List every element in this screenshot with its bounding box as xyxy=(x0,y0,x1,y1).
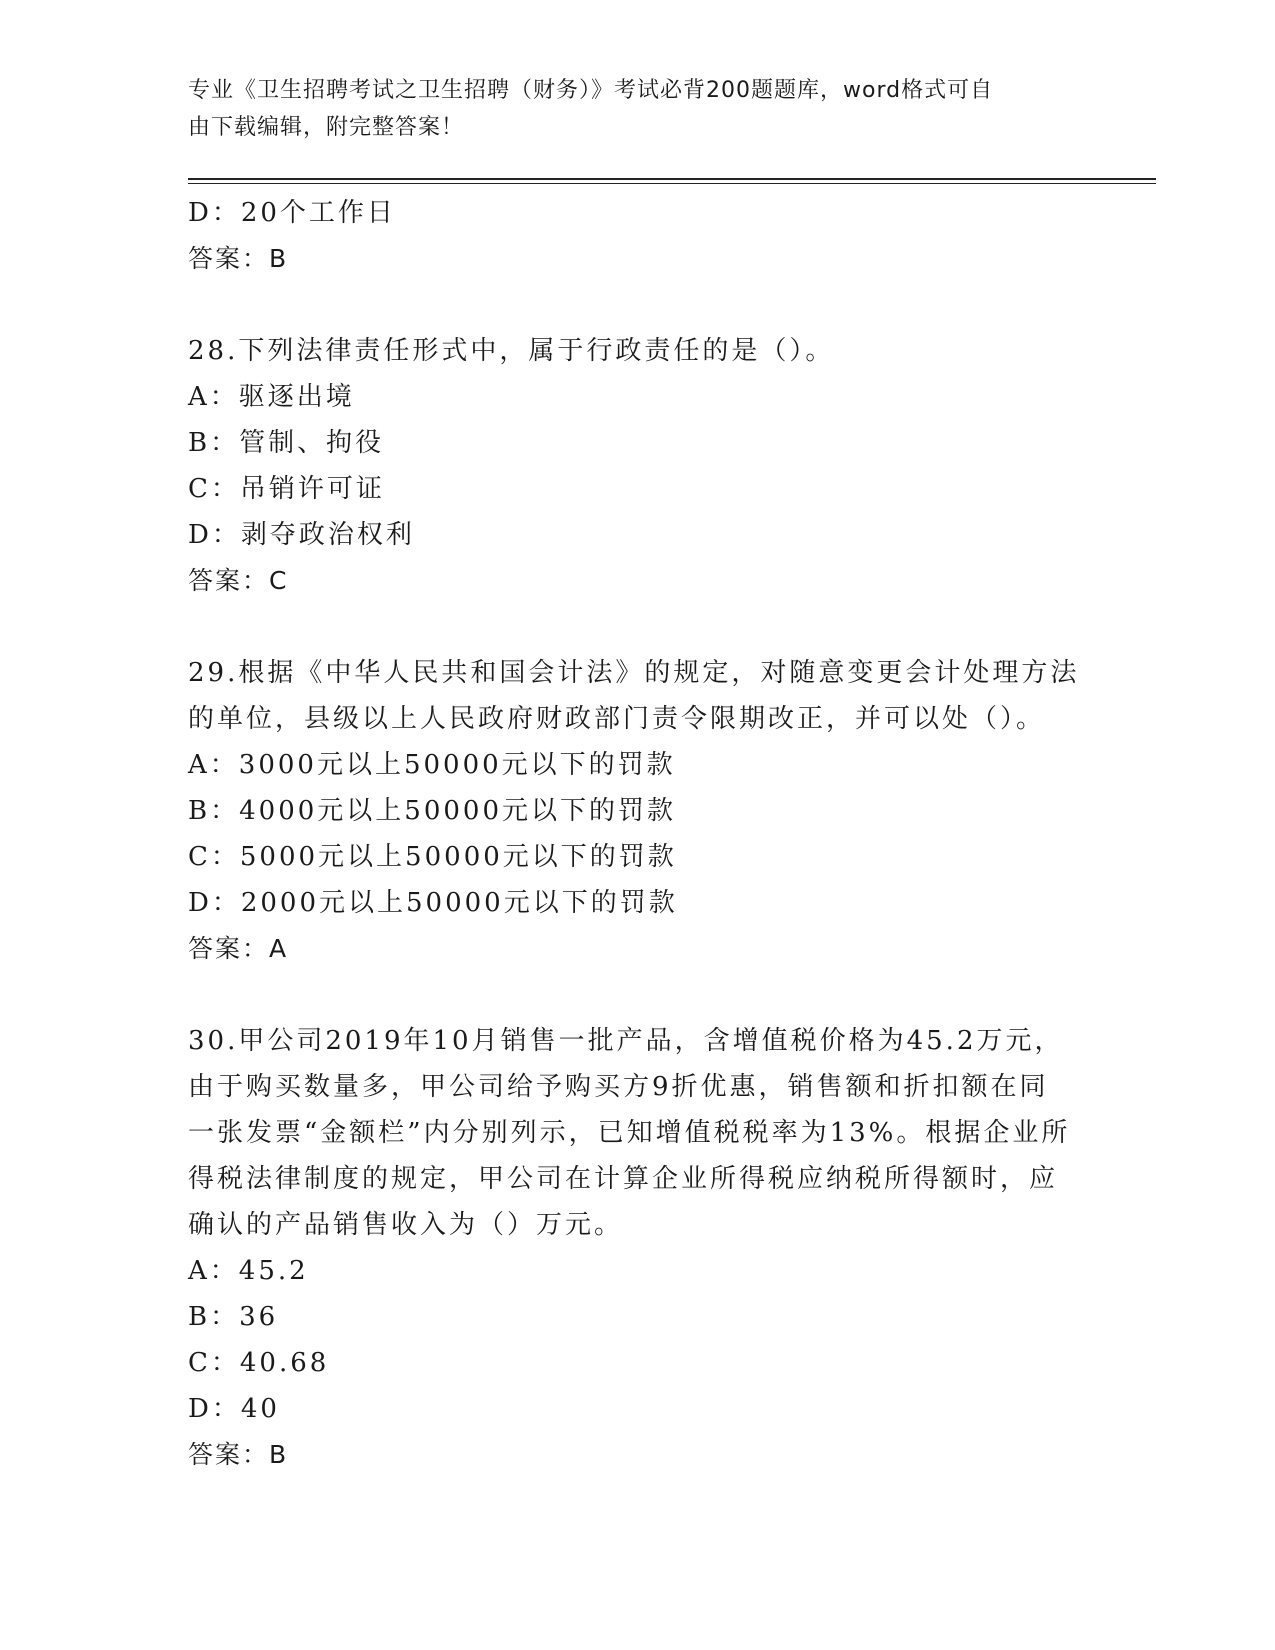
spacer xyxy=(188,972,1088,1018)
previous-question-tail xyxy=(188,190,1088,282)
question-29 xyxy=(188,650,1088,972)
option-b: B：管制、拘役 xyxy=(188,428,385,458)
document-header xyxy=(188,72,1068,146)
answer-line: 答案：A xyxy=(188,934,289,963)
option-d: D：20个工作日 xyxy=(188,198,396,228)
answer-line: 答案：C xyxy=(188,566,289,595)
answer-line: 答案：B xyxy=(188,1440,289,1469)
question-stem-line: 确认的产品销售收入为（）万元。 xyxy=(188,1210,624,1240)
option-b: B：4000元以上50000元以下的罚款 xyxy=(188,796,676,826)
option-d: D：40 xyxy=(188,1394,280,1424)
spacer xyxy=(188,604,1088,650)
option-d: D：剥夺政治权利 xyxy=(188,520,415,550)
option-c: C：吊销许可证 xyxy=(188,474,385,504)
option-c: C：40.68 xyxy=(188,1348,330,1378)
question-stem: 28.下列法律责任形式中，属于行政责任的是（）。 xyxy=(188,336,835,366)
header-divider-thin xyxy=(188,183,1156,184)
question-stem-line: 由于购买数量多，甲公司给予购买方9折优惠，销售额和折扣额在同 xyxy=(188,1072,1049,1102)
option-d: D：2000元以上50000元以下的罚款 xyxy=(188,888,678,918)
option-b: B：36 xyxy=(188,1302,279,1332)
question-stem-line: 的单位，县级以上人民政府财政部门责令限期改正，并可以处（）。 xyxy=(188,704,1046,734)
question-list xyxy=(188,190,1088,1478)
option-a: A：45.2 xyxy=(188,1256,309,1286)
question-stem-line: 29.根据《中华人民共和国会计法》的规定，对随意变更会计处理方法 xyxy=(188,658,1080,688)
answer-line: 答案：B xyxy=(188,244,289,273)
header-divider-thick xyxy=(188,178,1156,180)
question-stem-line: 30.甲公司2019年10月销售一批产品，含增值税价格为45.2万元， xyxy=(188,1026,1064,1056)
option-c: C：5000元以上50000元以下的罚款 xyxy=(188,842,677,872)
option-a: A：3000元以上50000元以下的罚款 xyxy=(188,750,676,780)
question-stem-line: 得税法律制度的规定，甲公司在计算企业所得税应纳税所得额时，应 xyxy=(188,1164,1059,1194)
question-30 xyxy=(188,1018,1088,1478)
question-stem-line: 一张发票“金额栏”内分别列示，已知增值税税率为13%。根据企业所 xyxy=(188,1118,1071,1148)
question-28 xyxy=(188,328,1088,604)
spacer xyxy=(188,282,1088,328)
header-line-1: 专业《卫生招聘考试之卫生招聘（财务）》考试必背200题题库，word格式可自 xyxy=(188,78,994,103)
option-a: A：驱逐出境 xyxy=(188,382,355,412)
header-line-2: 由下载编辑，附完整答案！ xyxy=(188,115,465,140)
